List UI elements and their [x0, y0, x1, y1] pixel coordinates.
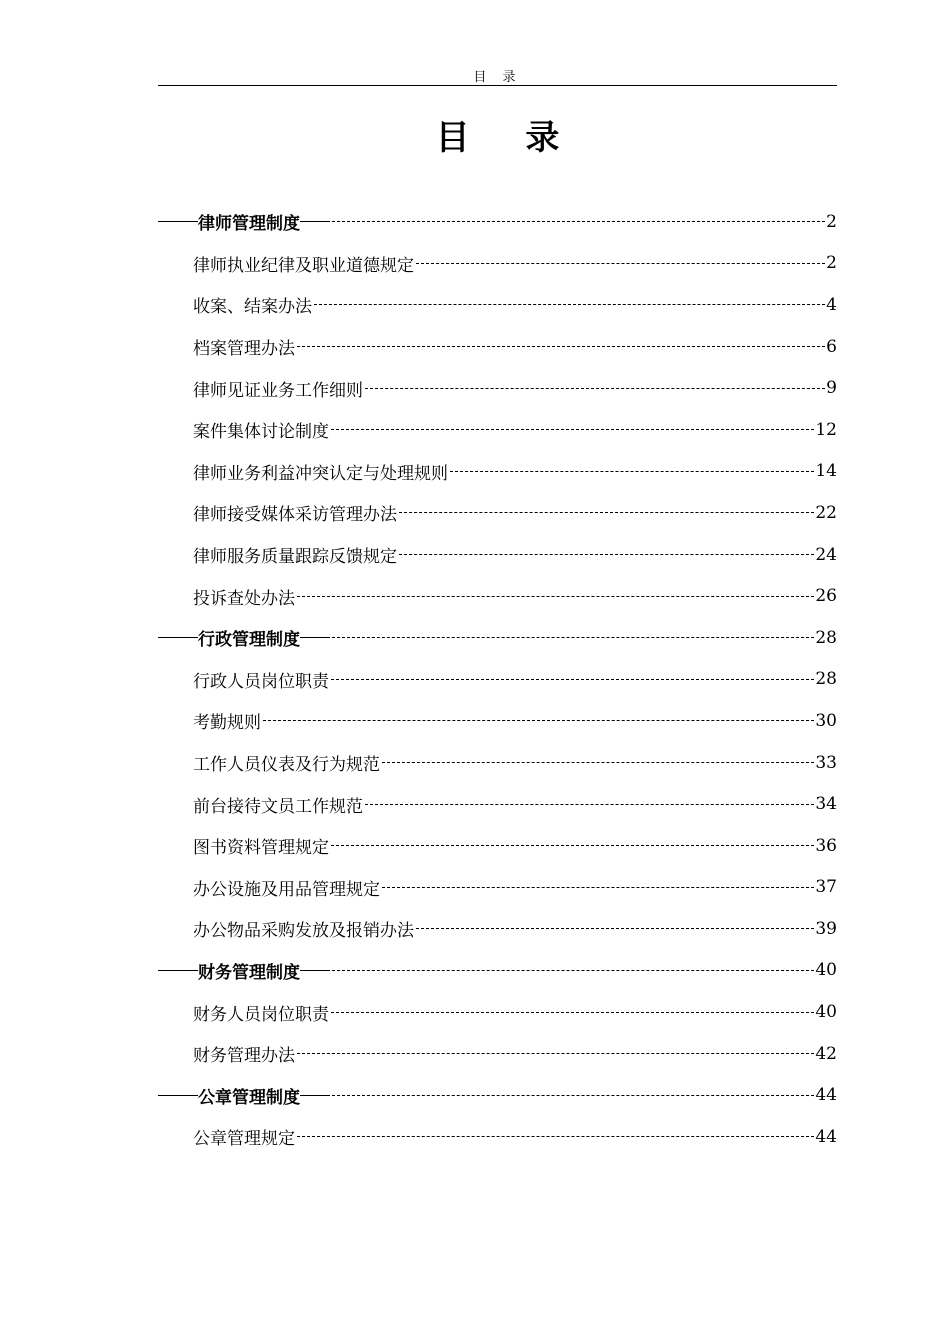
- toc-page-number: 22: [815, 502, 837, 523]
- dot-leader: [382, 762, 814, 763]
- toc-entry-title: 图书资料管理规定: [193, 838, 329, 859]
- toc-entry-row[interactable]: [158, 534, 837, 576]
- dot-leader: [332, 970, 814, 971]
- toc-section-row[interactable]: [158, 950, 837, 992]
- table-of-contents: [158, 201, 837, 1158]
- leading-dash: [158, 221, 198, 222]
- toc-page-number: 34: [815, 794, 837, 815]
- dot-leader: [332, 221, 825, 222]
- toc-entry-title: 考勤规则: [193, 713, 261, 734]
- toc-entry-row[interactable]: [158, 326, 837, 368]
- toc-page-number: 30: [815, 710, 837, 731]
- running-header: 目 录: [473, 70, 522, 85]
- toc-entry-title: 律师执业纪律及职业道德规定: [193, 255, 414, 276]
- dot-leader: [297, 596, 814, 597]
- toc-entry-row[interactable]: [158, 367, 837, 409]
- toc-entry-row[interactable]: [158, 409, 837, 451]
- toc-entry-title: 公章管理制度: [198, 1087, 300, 1108]
- toc-page-number: 4: [826, 294, 837, 315]
- dot-leader: [297, 1136, 814, 1137]
- toc-page-number: 14: [815, 461, 837, 482]
- dot-leader: [263, 720, 814, 721]
- dot-leader: [399, 512, 814, 513]
- trailing-dash: [300, 970, 330, 971]
- toc-entry-row[interactable]: [158, 451, 837, 493]
- toc-entry-title: 财务人员岗位职责: [193, 1004, 329, 1025]
- toc-entry-row[interactable]: [158, 284, 837, 326]
- dot-leader: [331, 679, 814, 680]
- toc-section-row[interactable]: [158, 1074, 837, 1116]
- toc-entry-title: 办公物品采购发放及报销办法: [193, 921, 414, 942]
- toc-entry-title: 律师服务质量跟踪反馈规定: [193, 547, 397, 568]
- toc-page-number: 44: [815, 1085, 837, 1106]
- toc-entry-row[interactable]: [158, 825, 837, 867]
- toc-page-number: 28: [815, 669, 837, 690]
- toc-entry-title: 财务管理制度: [198, 962, 300, 983]
- header-rule: [158, 85, 837, 86]
- dot-leader: [399, 554, 814, 555]
- toc-entry-title: 律师业务利益冲突认定与处理规则: [193, 463, 448, 484]
- toc-entry-row[interactable]: [158, 1033, 837, 1075]
- toc-page-number: 12: [815, 419, 837, 440]
- toc-section-row[interactable]: [158, 617, 837, 659]
- toc-entry-row[interactable]: [158, 659, 837, 701]
- toc-page-number: 37: [815, 877, 837, 898]
- toc-page-number: 24: [815, 544, 837, 565]
- toc-page-number: 9: [826, 378, 837, 399]
- toc-page-number: 2: [826, 253, 837, 274]
- toc-entry-title: 律师见证业务工作细则: [193, 380, 363, 401]
- dot-leader: [365, 804, 814, 805]
- trailing-dash: [300, 637, 330, 638]
- toc-page-number: 2: [826, 211, 837, 232]
- toc-entry-row[interactable]: [158, 700, 837, 742]
- dot-leader: [297, 346, 825, 347]
- trailing-dash: [300, 221, 330, 222]
- dot-leader: [332, 1095, 814, 1096]
- dot-leader: [450, 471, 814, 472]
- toc-entry-title: 行政人员岗位职责: [193, 671, 329, 692]
- toc-entry-row[interactable]: [158, 867, 837, 909]
- toc-entry-row[interactable]: [158, 742, 837, 784]
- toc-entry-title: 投诉查处办法: [193, 588, 295, 609]
- dot-leader: [416, 263, 825, 264]
- toc-entry-title: 档案管理办法: [193, 339, 295, 360]
- toc-entry-title: 案件集体讨论制度: [193, 422, 329, 443]
- toc-entry-row[interactable]: [158, 991, 837, 1033]
- dot-leader: [331, 845, 814, 846]
- leading-dash: [158, 637, 198, 638]
- page-title: 目 录: [435, 118, 582, 158]
- dot-leader: [331, 429, 814, 430]
- leading-dash: [158, 970, 198, 971]
- toc-section-row[interactable]: [158, 201, 837, 243]
- toc-entry-title: 律师接受媒体采访管理办法: [193, 505, 397, 526]
- dot-leader: [332, 637, 814, 638]
- toc-entry-title: 办公设施及用品管理规定: [193, 879, 380, 900]
- toc-page-number: 40: [815, 960, 837, 981]
- toc-entry-title: 收案、结案办法: [193, 297, 312, 318]
- toc-page-number: 40: [815, 1002, 837, 1023]
- toc-page-number: 26: [815, 586, 837, 607]
- toc-page-number: 44: [815, 1126, 837, 1147]
- toc-entry-row[interactable]: [158, 492, 837, 534]
- leading-dash: [158, 1095, 198, 1096]
- trailing-dash: [300, 1095, 330, 1096]
- toc-entry-title: 律师管理制度: [198, 214, 300, 235]
- dot-leader: [416, 928, 814, 929]
- toc-entry-row[interactable]: [158, 783, 837, 825]
- dot-leader: [331, 1012, 814, 1013]
- toc-entry-row[interactable]: [158, 908, 837, 950]
- dot-leader: [314, 304, 825, 305]
- toc-page-number: 28: [815, 627, 837, 648]
- dot-leader: [297, 1053, 814, 1054]
- toc-page-number: 39: [815, 918, 837, 939]
- toc-entry-row[interactable]: [158, 243, 837, 285]
- toc-page-number: 6: [826, 336, 837, 357]
- toc-entry-title: 行政管理制度: [198, 630, 300, 651]
- toc-page-number: 36: [815, 835, 837, 856]
- dot-leader: [382, 887, 814, 888]
- toc-entry-title: 财务管理办法: [193, 1046, 295, 1067]
- toc-entry-row[interactable]: [158, 575, 837, 617]
- toc-entry-row[interactable]: [158, 1116, 837, 1158]
- toc-entry-title: 前台接待文员工作规范: [193, 796, 363, 817]
- toc-entry-title: 公章管理规定: [193, 1129, 295, 1150]
- toc-page-number: 33: [815, 752, 837, 773]
- toc-entry-title: 工作人员仪表及行为规范: [193, 755, 380, 776]
- dot-leader: [365, 388, 825, 389]
- toc-page-number: 42: [815, 1043, 837, 1064]
